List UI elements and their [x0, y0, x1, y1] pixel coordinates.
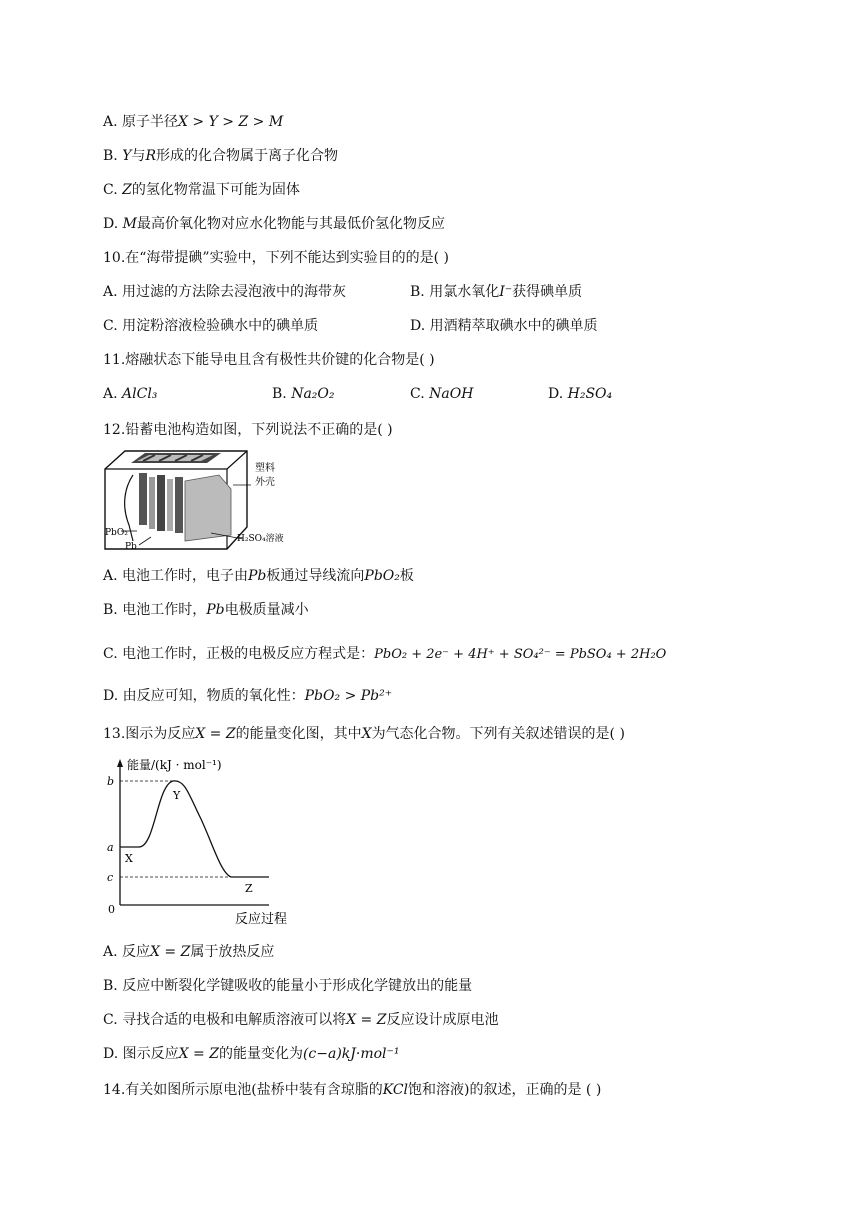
fig-label-pb: Pb [125, 542, 137, 552]
fig-label-pbo2: PbO₂ [105, 528, 128, 538]
origin-zero: 0 [108, 903, 115, 916]
energy-axis-label: 能量/(kJ · mol⁻¹) [127, 758, 222, 772]
q13-option-b: B. 反应中断裂化学键吸收的能量小于形成化学键放出的能量 [103, 978, 473, 994]
q13-stem: 13.图示为反应X = Z的能量变化图，其中X为气态化合物。下列有关叙述错误的是( ) [103, 726, 625, 742]
q10-stem: 10.在“海带提碘”实验中，下列不能达到实验目的的是( ) [103, 250, 449, 266]
q12-option-b: B. 电池工作时，Pb电极质量减小 [103, 602, 309, 618]
lead-acid-battery-figure [103, 445, 303, 557]
q9-option-a: A. 原子半径X > Y > Z > M [103, 114, 284, 130]
q13-option-a: A. 反应X = Z属于放热反应 [103, 944, 275, 960]
q11-option-d: D. H₂SO₄ [548, 386, 613, 402]
reaction-axis-label: 反应过程 [235, 912, 288, 927]
q9-option-d: D. M最高价氧化物对应水化物能与其最低价氢化物反应 [103, 216, 445, 232]
q12-option-a: A. 电池工作时，电子由Pb板通过导线流向PbO₂板 [103, 568, 414, 584]
fig-label-shell: 塑料 [255, 463, 275, 474]
q12-stem: 12.铅蓄电池构造如图，下列说法不正确的是( ) [103, 422, 393, 438]
q10-option-a: A. 用过滤的方法除去浸泡液中的海带灰 [103, 284, 347, 300]
q9-option-c: C. Z的氢化物常温下可能为固体 [103, 182, 300, 198]
point-y: Y [173, 789, 181, 802]
q12-option-c: C. 电池工作时，正极的电极反应方程式是：PbO₂ + 2e⁻ + 4H⁺ + SO₄²⁻ = PbSO₄ + 2H₂O [103, 646, 667, 662]
q11-option-c: C. NaOH [410, 386, 474, 402]
fig-label-acid: H₂SO₄溶液 [237, 534, 284, 544]
level-b: b [107, 775, 115, 788]
q10-option-b: B. 用氯水氧化I⁻获得碘单质 [410, 284, 583, 300]
q14-stem: 14.有关如图所示原电池(盐桥中装有含琼脂的KCl饱和溶液)的叙述，正确的是 ( ) [103, 1082, 602, 1098]
q13-option-d: D. 图示反应X = Z的能量变化为(c−a)kJ·mol⁻¹ [103, 1046, 400, 1062]
fig-label-shell2: 外壳 [255, 477, 275, 488]
q13-option-c: C. 寻找合适的电极和电解质溶液可以将X = Z反应设计成原电池 [103, 1012, 499, 1028]
q11-option-b: B. Na₂O₂ [272, 386, 335, 402]
q11-stem: 11.熔融状态下能导电且含有极性共价键的化合物是( ) [103, 352, 435, 368]
q11-option-a: A. AlCl₃ [103, 386, 158, 402]
point-x: X [125, 852, 133, 865]
point-z: Z [245, 882, 253, 895]
energy-diagram [103, 755, 303, 930]
q10-option-c: C. 用淀粉溶液检验碘水中的碘单质 [103, 318, 319, 334]
q10-option-d: D. 用酒精萃取碘水中的碘单质 [410, 318, 598, 334]
level-a: a [107, 841, 114, 854]
q12-option-d: D. 由反应可知，物质的氧化性：PbO₂ > Pb²⁺ [103, 688, 393, 704]
q9-option-b: B. Y与R形成的化合物属于离子化合物 [103, 148, 338, 164]
level-c: c [107, 871, 114, 884]
